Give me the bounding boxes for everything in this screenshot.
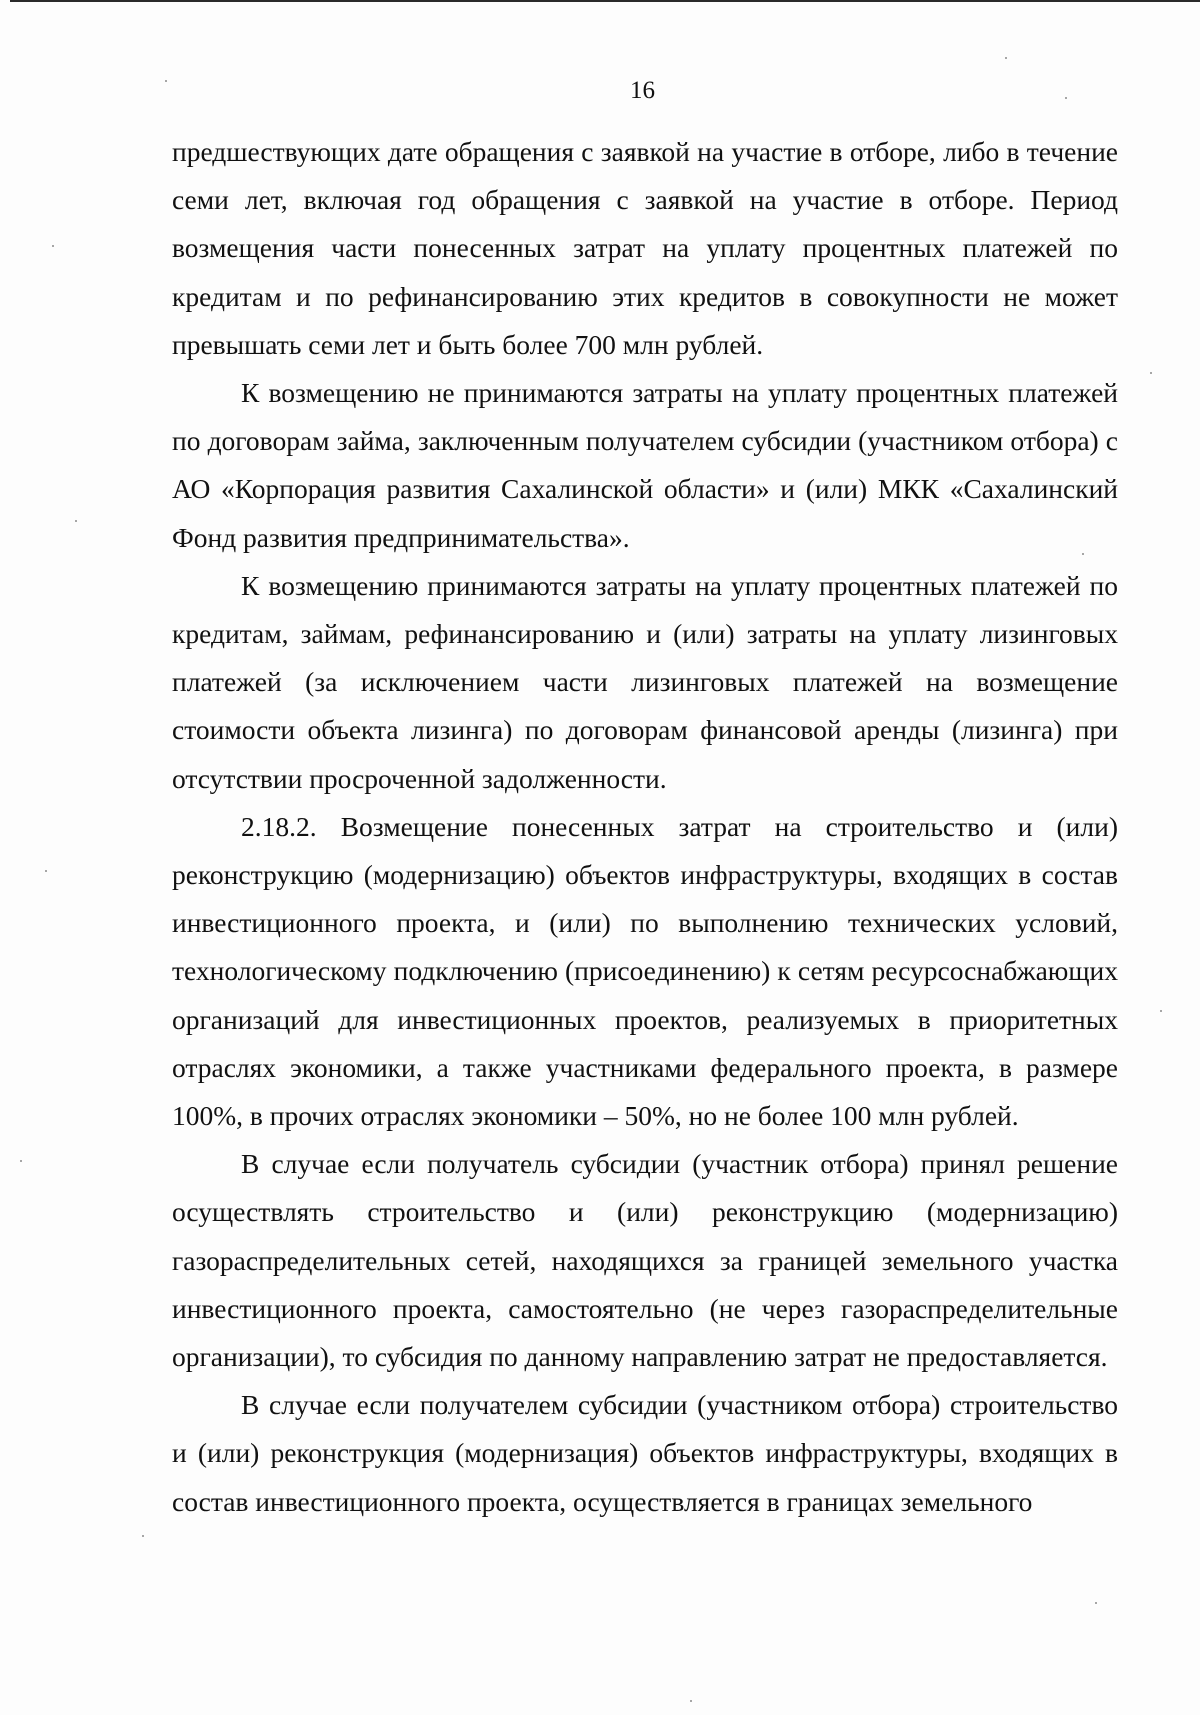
page-number: 16 [630, 77, 655, 104]
paragraph-continuation-reimbursement-period: предшествующих дате обращения с заявкой на участие в отборе, либо в течение семи лет, включая год обращения с заявкой на участие в отборе. Период возмещения части понесенных затрат на уплату процентных платежей по кредитам и по рефинансированию этих кредитов в совокупности не может превышать семи лет и быть более 700 млн рублей. [172, 136, 1118, 360]
scan-speck [1005, 57, 1007, 59]
scan-speck [1160, 1010, 1162, 1012]
scan-speck [690, 1700, 692, 1702]
paragraph-infrastructure-within-land-plot: В случае если получателем субсидии (участником отбора) строительство и (или) реконструкция (модернизация) объектов инфраструктуры, входящих в состав инвестиционного проекта, осуществляется в границах земельного [172, 1389, 1118, 1517]
scan-speck [1095, 1602, 1097, 1604]
scan-speck [1150, 372, 1152, 374]
scan-speck [52, 245, 54, 247]
scan-speck [1082, 553, 1084, 555]
scan-speck [45, 870, 47, 872]
paragraph-gas-network-condition: В случае если получатель субсидии (участник отбора) принял решение осуществлять строительство и (или) реконструкцию (модернизацию) газораспределительных сетей, находящихся за границей земельного участка инвестиционного проекта, самостоятельно (не через газораспределительные организации), то субсидия по данному направлению затрат не предоставляется. [172, 1148, 1118, 1373]
scan-speck [20, 1160, 22, 1162]
paragraph-section-2-18-2: 2.18.2. Возмещение понесенных затрат на строительство и (или) реконструкцию (модернизацию) объектов инфраструктуры, входящих в состав инвестиционного проекта, и (или) по выполнению технических условий, технологическому подключению (присоединению) к сетям ресурсоснабжающих организаций для инвестиционных проектов, реализуемых в приоритетных отраслях экономики, а также участниками федерального проекта, в размере 100%, в прочих отраслях экономики – 50%, но не более 100 млн рублей. [172, 810, 1118, 1132]
paragraph-excluded-loan-costs: К возмещению не принимаются затраты на уплату процентных платежей по договорам займа, заключенным получателем субсидии (участником отбора) с АО «Корпорация развития Сахалинской области» и (или) МКК «Сахалинский Фонд развития предпринимательства». [172, 377, 1118, 553]
scan-top-edge-line [10, 0, 1200, 2]
scan-speck [1065, 97, 1067, 99]
paragraph-accepted-costs: К возмещению принимаются затраты на уплату процентных платежей по кредитам, займам, рефинансированию и (или) затраты на уплату лизинговых платежей (за исключением части лизинговых платежей на возмещение стоимости объекта лизинга) по договорам финансовой аренды (лизинга) при отсутствии просроченной задолженности. [172, 569, 1118, 794]
scan-speck [75, 520, 77, 522]
document-body [172, 128, 1118, 1526]
scan-speck [165, 80, 167, 82]
scan-speck [142, 1535, 144, 1537]
